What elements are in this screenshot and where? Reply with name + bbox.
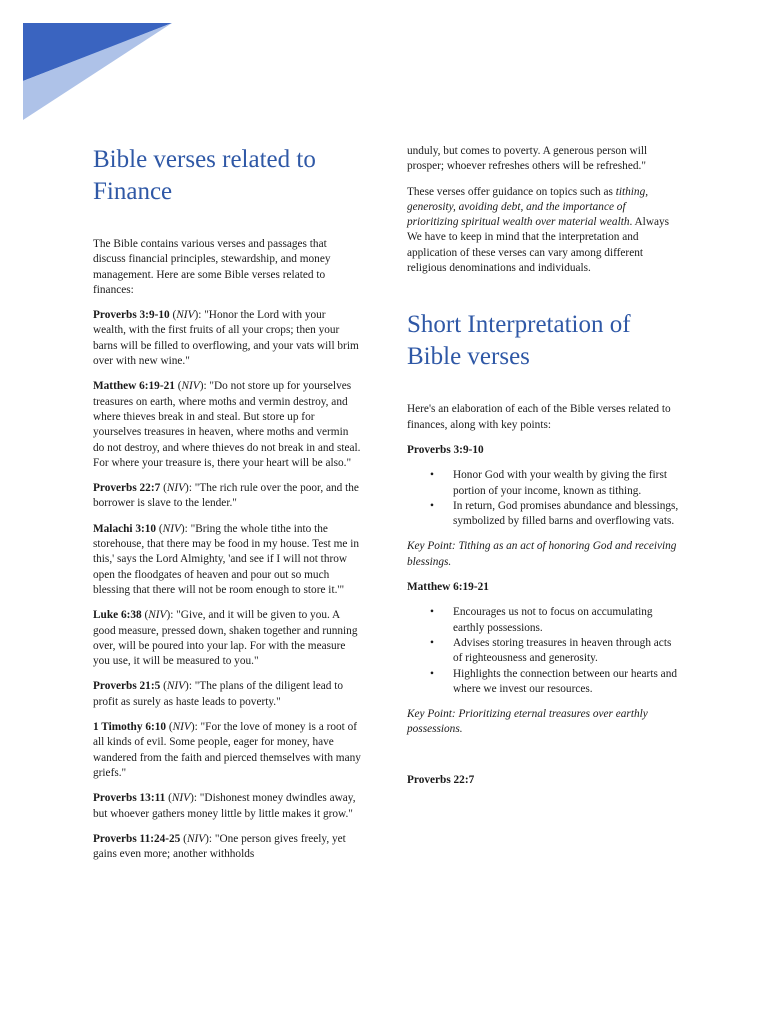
verse-paragraph: Proverbs 13:11 (NIV): "Dishonest money dwindles away, but whoever gathers money little by little makes it grow.": [93, 792, 356, 820]
verse-paragraph: Matthew 6:19-21 (NIV): "Do not store up for yourselves treasures on earth, where moths and vermin destroy, and where thieves break in and steal. But store up for yourselves treasures in heaven, where moths and vermin do not destroy, and where thieves do not break in and steal. For where your treasure is, there your heart will be also.": [93, 380, 361, 469]
verse-reference: Luke 6:38: [93, 609, 142, 622]
section-reference: Proverbs 3:9-10: [407, 443, 484, 456]
verse-text: : "Do not store up for yourselves treasures on earth, where moths and vermin destroy, and where thieves break in and steal. But store up for yourselves treasures in heaven, where moths and vermin do not destroy, and where thieves do not break in and steal. For where your treasure is, there your heart will be also.": [93, 380, 361, 469]
section-reference: Matthew 6:19-21: [407, 581, 489, 594]
guidance-text-end: . Always We have to keep in mind that the interpretation and application of these verses can vary among different religious denominations and individuals.: [407, 216, 670, 275]
verse-text: : "One person gives freely, yet gains even more; another withholds: [93, 832, 346, 861]
left-column: [93, 144, 361, 862]
verse-text: : "The rich rule over the poor, and the borrower is slave to the lender.": [93, 482, 359, 510]
verse-version: NIV: [172, 721, 191, 734]
verse-text: : "Honor the Lord with your wealth, with the first fruits of all your crops; then your barns will be filled to overflowing, and your vats will brim over with new wine.": [93, 309, 359, 368]
verse-continuation: unduly, but comes to poverty. A generous person will prosper; whoever refreshes others will be refreshed.": [407, 145, 648, 173]
verse-paragraph: Proverbs 11:24-25 (NIV): "One person gives freely, yet gains even more; another withholds: [93, 832, 346, 861]
verse-reference: Malachi 3:10: [93, 522, 157, 535]
verse-version: NIV: [166, 482, 186, 495]
verse-text: : "For the love of money is a root of all kinds of evil. Some people, eager for money, have wandered from the faith and pierced themselves with many griefs.": [93, 721, 361, 779]
verse-paragraph: 1 Timothy 6:10 (NIV): "For the love of money is a root of all kinds of evil. Some people, eager for money, have wandered from the faith and pierced themselves with many griefs.": [93, 721, 361, 779]
verse-paragraph: Malachi 3:10 (NIV): "Bring the whole tithe into the storehouse, that there may be food in my house. Test me in this,' says the Lord Almighty, 'and see if I will not throw open the floodgates of heaven and pour out so much blessing that there will not be room enough to store it.'": [93, 522, 359, 596]
guidance-paragraph: [407, 185, 679, 277]
verse-version: NIV: [181, 380, 200, 393]
key-point: Key Point: Tithing as an act of honoring God and receiving blessings.: [407, 540, 677, 568]
verse-reference: Matthew 6:19-21: [93, 380, 175, 393]
verse-reference: Proverbs 11:24-25: [93, 832, 181, 845]
verse-version: NIV: [186, 832, 206, 845]
guidance-text: These verses offer guidance on topics such as: [407, 185, 616, 198]
verse-text: : "Bring the whole tithe into the storehouse, that there may be food in my house. Test me in this,' says the Lord Almighty, 'and see if I will not throw open the floodgates of heaven and pour out so much blessing that there will not be room enough to store it.'": [93, 522, 359, 596]
verse-paragraph: Proverbs 3:9-10 (NIV): "Honor the Lord with your wealth, with the first fruits of all your crops; then your barns will be filled to overflowing, and your vats will brim over with new wine.": [93, 309, 359, 368]
verse-version: NIV: [176, 309, 195, 322]
verse-text: : "Dishonest money dwindles away, but whoever gathers money little by little makes it grow.": [93, 792, 356, 820]
verse-reference: Proverbs 21:5: [93, 680, 161, 693]
verse-text: : "The plans of the diligent lead to profit as surely as haste leads to poverty.": [93, 680, 344, 708]
verse-version: NIV: [148, 609, 167, 622]
verse-text: : "Give, and it will be given to you. A good measure, pressed down, shaken together and running over, will be poured into your lap. For with the measure you use, it will be measured to you.": [93, 609, 358, 668]
verse-reference: Proverbs 3:9-10: [93, 309, 170, 322]
verse-version: NIV: [166, 680, 186, 693]
key-point: Key Point: Prioritizing eternal treasures over earthly possessions.: [407, 708, 648, 736]
interpretation-intro: Here's an elaboration of each of the Bible verses related to finances, along with key points:: [407, 403, 671, 431]
verse-paragraph: Proverbs 21:5 (NIV): "The plans of the diligent lead to profit as surely as haste leads to poverty.": [93, 680, 344, 708]
verse-reference: 1 Timothy 6:10: [93, 721, 167, 734]
bullet-list: [407, 468, 679, 529]
corner-decoration: [0, 0, 175, 125]
bullet-item: • In return, God promises abundance and blessings, symbolized by filled barns and overflowing vats.: [407, 499, 679, 530]
verse-paragraph: Luke 6:38 (NIV): "Give, and it will be given to you. A good measure, pressed down, shaken together and running over, will be poured into your lap. For with the measure you use, it will be measured to you.": [93, 609, 358, 668]
section-reference: Proverbs 22:7: [407, 773, 475, 786]
verse-reference: Proverbs 13:11: [93, 792, 166, 805]
section-title: Short Interpretation of Bible verses: [407, 311, 631, 371]
verse-version: NIV: [171, 792, 191, 805]
bullet-item: • Encourages us not to focus on accumulating earthly possessions.: [407, 605, 679, 636]
verse-reference: Proverbs 22:7: [93, 482, 161, 495]
page-title: Bible verses related to Finance: [93, 146, 316, 205]
bullet-item: • Advises storing treasures in heaven through acts of righteousness and generosity.: [407, 636, 679, 667]
bullet-list: [407, 605, 679, 697]
right-column: [407, 144, 679, 788]
intro-paragraph: The Bible contains various verses and passages that discuss financial principles, stewardship, and money management. Here are some Bible verses related to finances:: [93, 238, 331, 296]
guidance-topics: tithing, generosity, avoiding debt, and the importance of prioritizing spiritual wealth over material wealth: [407, 185, 649, 229]
bullet-item: • Highlights the connection between our hearts and where we invest our resources.: [407, 667, 679, 698]
bullet-item: • Honor God with your wealth by giving the first portion of your income, known as tithing.: [407, 468, 679, 499]
verse-version: NIV: [162, 522, 181, 535]
verse-paragraph: Proverbs 22:7 (NIV): "The rich rule over the poor, and the borrower is slave to the lender.": [93, 482, 359, 510]
